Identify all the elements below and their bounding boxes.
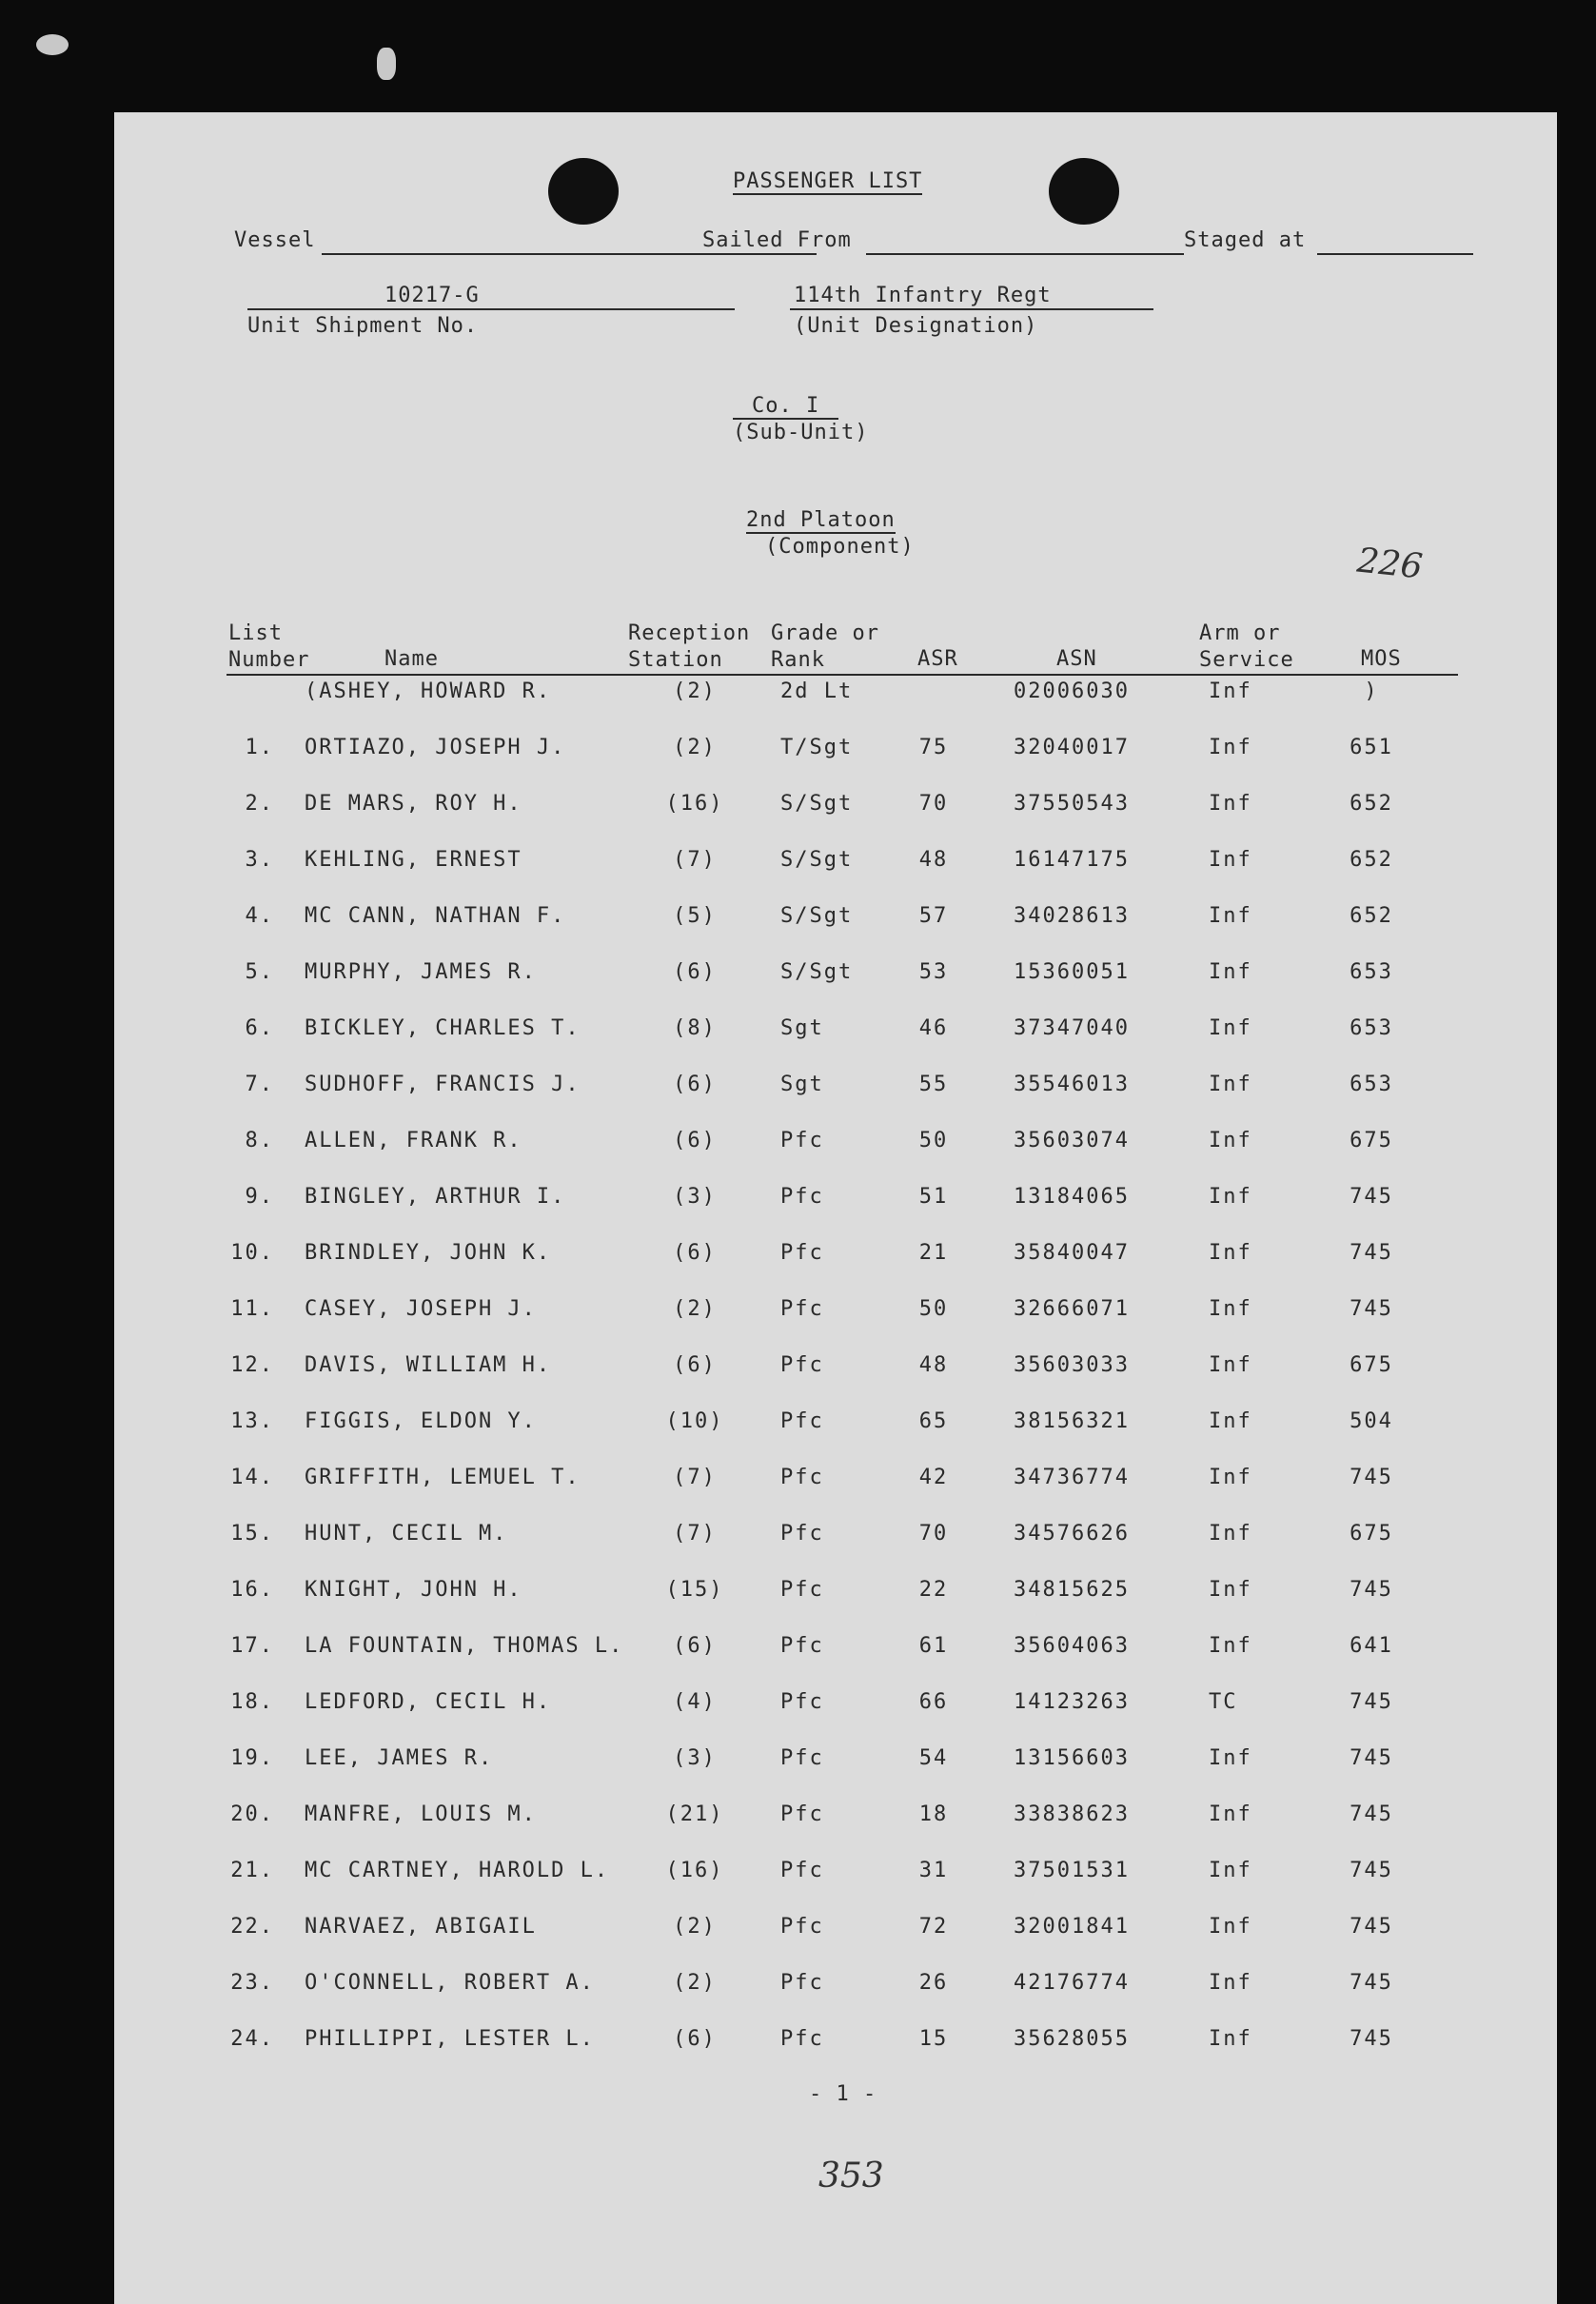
asr: 42: [918, 1466, 949, 1489]
reception-station: (7): [673, 1466, 717, 1489]
asr: 61: [918, 1634, 949, 1658]
passenger-name: ORTIAZO, JOSEPH J.: [305, 736, 566, 759]
table-row: [114, 947, 1557, 1002]
grade-rank: Pfc: [780, 1466, 824, 1489]
list-number: 4.: [245, 904, 274, 928]
mos: 745: [1350, 1297, 1393, 1321]
asr: 51: [918, 1185, 949, 1209]
asn: 42176774: [1014, 1971, 1130, 1995]
reception-station: (2): [673, 1297, 717, 1321]
table-row: [114, 1677, 1557, 1732]
mos: 653: [1350, 1073, 1393, 1096]
arm-service: Inf: [1209, 1185, 1252, 1209]
grade-rank: Pfc: [780, 1802, 824, 1826]
mos: 745: [1350, 1578, 1393, 1602]
reception-station: (2): [673, 1971, 717, 1995]
table-row: [114, 1003, 1557, 1058]
sub-unit-label: (Sub-Unit): [733, 421, 869, 444]
grade-rank: Pfc: [780, 1578, 824, 1602]
sailed-from-label: Sailed From: [702, 228, 852, 252]
table-row: [114, 1958, 1557, 2013]
arm-service: Inf: [1209, 736, 1252, 759]
passenger-name: LEDFORD, CECIL H.: [305, 1690, 552, 1714]
table-row: [114, 891, 1557, 946]
asr: 21: [918, 1241, 949, 1265]
staged-at-field: [1317, 253, 1473, 255]
asn: 16147175: [1014, 848, 1130, 872]
asn: 34736774: [1014, 1466, 1130, 1489]
mos: 745: [1350, 1746, 1393, 1770]
reception-station: (7): [673, 848, 717, 872]
unit-designation: 114th Infantry Regt: [794, 284, 1052, 307]
arm-service: Inf: [1209, 848, 1252, 872]
table-row: [114, 1452, 1557, 1507]
header-asn: ASN: [1056, 647, 1097, 671]
asn: 32001841: [1014, 1915, 1130, 1939]
reception-station: (6): [673, 960, 717, 984]
asn: 34028613: [1014, 904, 1130, 928]
component-label: (Component): [765, 535, 915, 559]
asr: 22: [918, 1578, 949, 1602]
passenger-name: KEHLING, ERNEST: [305, 848, 522, 872]
table-row: [114, 1508, 1557, 1564]
passenger-name: CASEY, JOSEPH J.: [305, 1297, 537, 1321]
asr: 48: [918, 848, 949, 872]
grade-rank: Pfc: [780, 1297, 824, 1321]
stamp-number: 226: [1355, 541, 1425, 587]
table-row: [114, 1115, 1557, 1171]
asr: 18: [918, 1802, 949, 1826]
unit-shipment-label: Unit Shipment No.: [247, 314, 479, 338]
asr: 26: [918, 1971, 949, 1995]
asr: 53: [918, 960, 949, 984]
arm-service: Inf: [1209, 1353, 1252, 1377]
reception-station: (4): [673, 1690, 717, 1714]
arm-service: Inf: [1209, 1634, 1252, 1658]
passenger-name: HUNT, CECIL M.: [305, 1522, 508, 1546]
reception-station: (8): [673, 1016, 717, 1040]
reception-station: (16): [665, 1859, 724, 1882]
table-row: [114, 1059, 1557, 1114]
asr: 66: [918, 1690, 949, 1714]
page-number: - 1 -: [809, 2082, 877, 2106]
grade-rank: Pfc: [780, 1241, 824, 1265]
table-row: [114, 1284, 1557, 1339]
table-row: [114, 1733, 1557, 1788]
mos: 653: [1350, 1016, 1393, 1040]
reception-station: (21): [665, 1802, 724, 1826]
punch-hole: [548, 158, 619, 225]
grade-rank: Pfc: [780, 1129, 824, 1152]
mos: 745: [1350, 1690, 1393, 1714]
table-row: [114, 1621, 1557, 1676]
asn: 35840047: [1014, 1241, 1130, 1265]
grade-rank: Pfc: [780, 1971, 824, 1995]
reception-station: (16): [665, 792, 724, 816]
header-reception-station: Reception Station: [628, 621, 751, 672]
arm-service: Inf: [1209, 1241, 1252, 1265]
list-number: 21.: [230, 1859, 274, 1882]
mos: ): [1364, 679, 1379, 703]
component: 2nd Platoon: [746, 508, 896, 532]
mos: 504: [1350, 1409, 1393, 1433]
grade-rank: Sgt: [780, 1016, 824, 1040]
asn: 33838623: [1014, 1802, 1130, 1826]
list-number: 16.: [230, 1578, 274, 1602]
arm-service: Inf: [1209, 1915, 1252, 1939]
reception-station: (10): [665, 1409, 724, 1433]
list-number: 24.: [230, 2027, 274, 2051]
mos: 652: [1350, 848, 1393, 872]
dust-speck: [377, 48, 396, 80]
passenger-name: GRIFFITH, LEMUEL T.: [305, 1466, 581, 1489]
asn: 37550543: [1014, 792, 1130, 816]
reception-station: (6): [673, 1241, 717, 1265]
asr: 54: [918, 1746, 949, 1770]
arm-service: Inf: [1209, 679, 1252, 703]
asn: 15360051: [1014, 960, 1130, 984]
table-row: [114, 1396, 1557, 1451]
asr: 75: [918, 736, 949, 759]
reception-station: (2): [673, 1915, 717, 1939]
unit-shipment-number: 10217-G: [384, 284, 480, 307]
asn: 34815625: [1014, 1578, 1130, 1602]
mos: 745: [1350, 1466, 1393, 1489]
arm-service: Inf: [1209, 1466, 1252, 1489]
list-number: 11.: [230, 1297, 274, 1321]
sub-unit: Co. I: [733, 394, 838, 420]
list-number: 5.: [245, 960, 274, 984]
passenger-list-page: [114, 112, 1557, 2304]
mos: 641: [1350, 1634, 1393, 1658]
passenger-name: (ASHEY, HOWARD R.: [305, 679, 552, 703]
asn: 37501531: [1014, 1859, 1130, 1882]
grade-rank: Pfc: [780, 2027, 824, 2051]
mos: 675: [1350, 1353, 1393, 1377]
mos: 745: [1350, 1241, 1393, 1265]
list-number: 8.: [245, 1129, 274, 1152]
asn: 35628055: [1014, 2027, 1130, 2051]
list-number: 7.: [245, 1073, 274, 1096]
arm-service: Inf: [1209, 904, 1252, 928]
arm-service: Inf: [1209, 1409, 1252, 1433]
asr: 50: [918, 1297, 949, 1321]
header-asr: ASR: [917, 647, 958, 671]
asn: 38156321: [1014, 1409, 1130, 1433]
grade-rank: Pfc: [780, 1746, 824, 1770]
grade-rank: Pfc: [780, 1409, 824, 1433]
header-arm-service: Arm or Service: [1199, 621, 1294, 672]
arm-service: TC: [1209, 1690, 1238, 1714]
arm-service: Inf: [1209, 792, 1252, 816]
passenger-name: LA FOUNTAIN, THOMAS L.: [305, 1634, 624, 1658]
list-number: 6.: [245, 1016, 274, 1040]
reception-station: (2): [673, 679, 717, 703]
list-number: 3.: [245, 848, 274, 872]
mos: 651: [1350, 736, 1393, 759]
grade-rank: Pfc: [780, 1915, 824, 1939]
asn: 32666071: [1014, 1297, 1130, 1321]
grade-rank: 2d Lt: [780, 679, 854, 703]
arm-service: Inf: [1209, 1802, 1252, 1826]
list-number: 19.: [230, 1746, 274, 1770]
list-number: 22.: [230, 1915, 274, 1939]
passenger-name: KNIGHT, JOHN H.: [305, 1578, 522, 1602]
list-number: 13.: [230, 1409, 274, 1433]
asn: 13184065: [1014, 1185, 1130, 1209]
list-number: 12.: [230, 1353, 274, 1377]
header-list-number: List Number: [228, 621, 310, 672]
list-number: 17.: [230, 1634, 274, 1658]
arm-service: Inf: [1209, 1971, 1252, 1995]
list-number: 9.: [245, 1185, 274, 1209]
passenger-name: BINGLEY, ARTHUR I.: [305, 1185, 566, 1209]
asn: 34576626: [1014, 1522, 1130, 1546]
arm-service: Inf: [1209, 1859, 1252, 1882]
passenger-name: PHILLIPPI, LESTER L.: [305, 2027, 595, 2051]
list-number: 15.: [230, 1522, 274, 1546]
mos: 675: [1350, 1129, 1393, 1152]
mos: 745: [1350, 1802, 1393, 1826]
arm-service: Inf: [1209, 1297, 1252, 1321]
mos: 745: [1350, 1185, 1393, 1209]
table-row: [114, 1789, 1557, 1844]
vessel-field: [322, 253, 817, 255]
reception-station: (6): [673, 1353, 717, 1377]
dust-speck: [36, 34, 69, 55]
reception-station: (6): [673, 1073, 717, 1096]
unit-shipment-line: [247, 308, 735, 310]
reception-station: (2): [673, 736, 717, 759]
asr: 72: [918, 1915, 949, 1939]
asn: 35603074: [1014, 1129, 1130, 1152]
passenger-name: BICKLEY, CHARLES T.: [305, 1016, 581, 1040]
mos: 653: [1350, 960, 1393, 984]
passenger-name: BRINDLEY, JOHN K.: [305, 1241, 552, 1265]
asr: 46: [918, 1016, 949, 1040]
reception-station: (6): [673, 1634, 717, 1658]
header-mos: MOS: [1361, 647, 1402, 671]
table-row: [114, 1901, 1557, 1957]
passenger-name: MURPHY, JAMES R.: [305, 960, 537, 984]
list-number: 14.: [230, 1466, 274, 1489]
mos: 745: [1350, 1915, 1393, 1939]
list-number: 20.: [230, 1802, 274, 1826]
unit-designation-label: (Unit Designation): [794, 314, 1038, 338]
table-row: [114, 2014, 1557, 2069]
list-number: 2.: [245, 792, 274, 816]
asr: 31: [918, 1859, 949, 1882]
table-row: [114, 722, 1557, 778]
asr: 70: [918, 1522, 949, 1546]
arm-service: Inf: [1209, 2027, 1252, 2051]
arm-service: Inf: [1209, 960, 1252, 984]
mos: 745: [1350, 1859, 1393, 1882]
vessel-label: Vessel: [234, 228, 316, 252]
grade-rank: Pfc: [780, 1185, 824, 1209]
passenger-name: FIGGIS, ELDON Y.: [305, 1409, 537, 1433]
reception-station: (5): [673, 904, 717, 928]
reception-station: (6): [673, 2027, 717, 2051]
grade-rank: Pfc: [780, 1353, 824, 1377]
reception-station: (3): [673, 1185, 717, 1209]
table-row: [114, 1845, 1557, 1900]
passenger-name: MC CANN, NATHAN F.: [305, 904, 566, 928]
punch-hole: [1049, 158, 1119, 225]
passenger-name: MC CARTNEY, HAROLD L.: [305, 1859, 610, 1882]
table-row: [114, 1565, 1557, 1620]
asr: 70: [918, 792, 949, 816]
table-row: [114, 1228, 1557, 1283]
mos: 652: [1350, 792, 1393, 816]
passenger-name: SUDHOFF, FRANCIS J.: [305, 1073, 581, 1096]
grade-rank: S/Sgt: [780, 848, 854, 872]
passenger-name: MANFRE, LOUIS M.: [305, 1802, 537, 1826]
passenger-name: DAVIS, WILLIAM H.: [305, 1353, 552, 1377]
grade-rank: Sgt: [780, 1073, 824, 1096]
asr: 48: [918, 1353, 949, 1377]
staged-at-label: Staged at: [1184, 228, 1307, 252]
asr: 65: [918, 1409, 949, 1433]
asn: 35603033: [1014, 1353, 1130, 1377]
header-grade-rank: Grade or Rank: [771, 621, 879, 672]
asr: 57: [918, 904, 949, 928]
mos: 675: [1350, 1522, 1393, 1546]
passenger-name: O'CONNELL, ROBERT A.: [305, 1971, 595, 1995]
asn: 35546013: [1014, 1073, 1130, 1096]
asn: 32040017: [1014, 736, 1130, 759]
arm-service: Inf: [1209, 1016, 1252, 1040]
asn: 13156603: [1014, 1746, 1130, 1770]
grade-rank: Pfc: [780, 1859, 824, 1882]
passenger-name: DE MARS, ROY H.: [305, 792, 522, 816]
passenger-name: LEE, JAMES R.: [305, 1746, 494, 1770]
grade-rank: S/Sgt: [780, 792, 854, 816]
grade-rank: Pfc: [780, 1522, 824, 1546]
asn: 02006030: [1014, 679, 1130, 703]
asn: 37347040: [1014, 1016, 1130, 1040]
list-number: 18.: [230, 1690, 274, 1714]
passenger-name: NARVAEZ, ABIGAIL: [305, 1915, 537, 1939]
asr: 55: [918, 1073, 949, 1096]
header-name: Name: [384, 647, 439, 671]
table-row: [114, 1340, 1557, 1395]
asn: 14123263: [1014, 1690, 1130, 1714]
list-number: 1.: [245, 736, 274, 759]
handwritten-number: 353: [818, 2156, 884, 2196]
grade-rank: T/Sgt: [780, 736, 854, 759]
reception-station: (15): [665, 1578, 724, 1602]
arm-service: Inf: [1209, 1073, 1252, 1096]
asr: 50: [918, 1129, 949, 1152]
grade-rank: S/Sgt: [780, 960, 854, 984]
arm-service: Inf: [1209, 1522, 1252, 1546]
grade-rank: Pfc: [780, 1634, 824, 1658]
arm-service: Inf: [1209, 1578, 1252, 1602]
reception-station: (6): [673, 1129, 717, 1152]
arm-service: Inf: [1209, 1129, 1252, 1152]
mos: 652: [1350, 904, 1393, 928]
reception-station: (3): [673, 1746, 717, 1770]
asr: 15: [918, 2027, 949, 2051]
document-title: PASSENGER LIST: [733, 169, 923, 193]
list-number: 10.: [230, 1241, 274, 1265]
arm-service: Inf: [1209, 1746, 1252, 1770]
unit-designation-line: [790, 308, 1153, 310]
asn: 35604063: [1014, 1634, 1130, 1658]
mos: 745: [1350, 2027, 1393, 2051]
sailed-from-field: [866, 253, 1184, 255]
grade-rank: Pfc: [780, 1690, 824, 1714]
table-row: [114, 835, 1557, 890]
grade-rank: S/Sgt: [780, 904, 854, 928]
passenger-name: ALLEN, FRANK R.: [305, 1129, 522, 1152]
table-row: [114, 1172, 1557, 1227]
reception-station: (7): [673, 1522, 717, 1546]
table-row: [114, 778, 1557, 834]
mos: 745: [1350, 1971, 1393, 1995]
table-row: [114, 666, 1557, 721]
list-number: 23.: [230, 1971, 274, 1995]
